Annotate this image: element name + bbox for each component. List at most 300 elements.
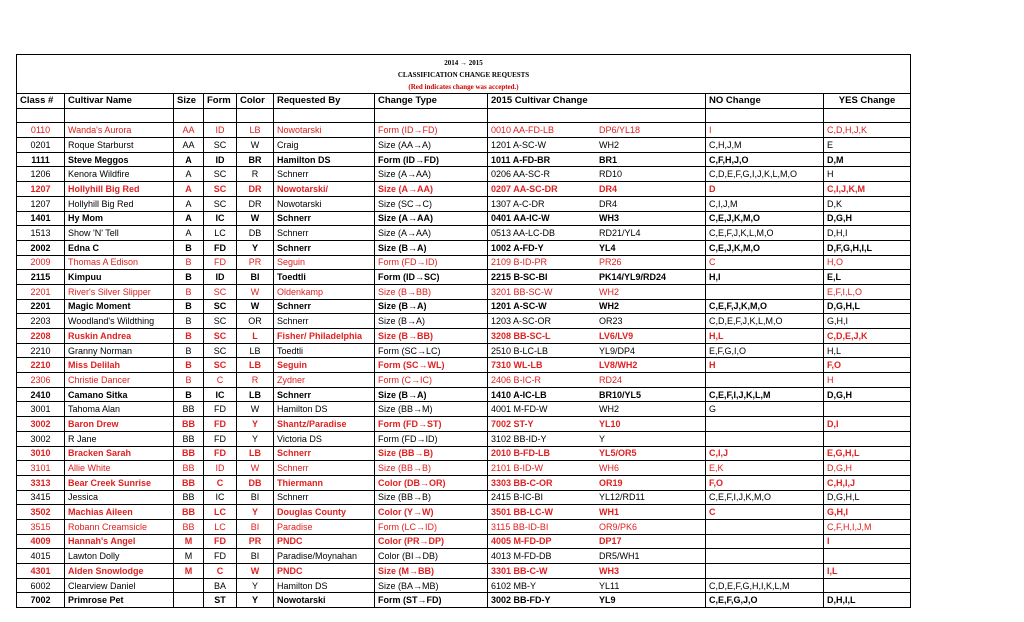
cell-yes-change: D,M [824,152,911,167]
cell-cultivar-change [488,255,706,270]
cell-requested-by: Schnerr [274,211,375,226]
cell-yes-change: D,K [824,196,911,211]
cell-cultivar-change [488,226,706,241]
cell-no-change [706,519,824,534]
new-classification: 1002 A-FD-Y [491,242,544,253]
cell-yes-change: D,G,H [824,387,911,402]
cell-change-type: Form (FD→ID) [375,255,488,270]
table-row [17,431,911,446]
cell-change-type: Size (SC→C) [375,196,488,211]
new-classification: 2510 B-LC-LB [491,345,549,356]
new-classification: 0206 AA-SC-R [491,169,551,180]
cell-size: M [174,534,204,549]
cell-yes-change [824,431,911,446]
cell-size: BB [174,446,204,461]
cell-requested-by: Nowotarski [274,123,375,138]
cell-cultivar-change [488,387,706,402]
cell-requested-by: Victoria DS [274,431,375,446]
color-code: WH2 [599,286,619,297]
cell-cultivar-name: Kimpuu [65,270,174,285]
cell-yes-change: D,F,G,H,I,L [824,240,911,255]
cell-cultivar-name: Granny Norman [65,343,174,358]
cell-cultivar-name: Woodland's Wildthing [65,314,174,329]
cell-form: ST [204,593,237,608]
new-classification: 0401 AA-IC-W [491,213,550,224]
cell-form: LC [204,505,237,520]
cell-color: LB [237,387,274,402]
cell-change-type: Form (SC→WL) [375,358,488,373]
new-classification: 3301 BB-C-W [491,565,548,576]
cell-cultivar-name: Baron Drew [65,417,174,432]
cell-form: FD [204,534,237,549]
color-code: DP17 [599,536,622,547]
cell-change-type: Size (BB→B) [375,461,488,476]
new-classification: 3208 BB-SC-L [491,330,551,341]
cell-size: BB [174,505,204,520]
cell-requested-by: Oldenkamp [274,284,375,299]
cell-class-number: 3002 [17,417,65,432]
cell-cultivar-change [488,211,706,226]
cell-cultivar-name: Robann Creamsicle [65,519,174,534]
cell-size: M [174,564,204,579]
cell-change-type: Form (ID→FD) [375,123,488,138]
cell-cultivar-name: Hollyhill Big Red [65,196,174,211]
cell-cultivar-change [488,152,706,167]
new-classification: 3115 BB-ID-BI [491,521,549,532]
cell-change-type: Form (FD→ST) [375,417,488,432]
cell-form: SC [204,182,237,197]
cell-cultivar-name: Christie Dancer [65,373,174,388]
cell-size: A [174,182,204,197]
cell-color: W [237,138,274,153]
color-code: BR10/YL5 [599,389,642,400]
cell-change-type: Size (A→AA) [375,182,488,197]
cell-class-number: 2203 [17,314,65,329]
cell-color: R [237,373,274,388]
cell-no-change: C,D,E,F,G,I,J,K,L,M,O [706,167,824,182]
new-classification: 3201 BB-SC-W [491,286,553,297]
cell-requested-by: Hamilton DS [274,578,375,593]
cell-color: W [237,211,274,226]
cell-no-change: H [706,358,824,373]
header-change-type: Change Type [375,94,488,109]
cell-form: FD [204,417,237,432]
cell-form: SC [204,299,237,314]
color-code: OR23 [599,316,623,327]
cell-no-change: H,L [706,329,824,344]
color-code: WH6 [599,463,619,474]
cell-no-change: C,E,F,G,J,O [706,593,824,608]
cell-cultivar-name: Miss Delilah [65,358,174,373]
table-row [17,475,911,490]
cell-color: LB [237,123,274,138]
new-classification: 6102 MB-Y [491,580,537,591]
cell-color: DB [237,226,274,241]
cell-color: W [237,284,274,299]
new-classification: 3303 BB-C-OR [491,477,553,488]
cell-class-number: 7002 [17,593,65,608]
cell-cultivar-change [488,314,706,329]
table-row [17,343,911,358]
table-row [17,211,911,226]
color-code: YL5/OR5 [599,448,637,459]
cell-class-number: 2201 [17,299,65,314]
cell-form: ID [204,123,237,138]
cell-change-type: Size (B→A) [375,299,488,314]
table-row [17,402,911,417]
cell-cultivar-change [488,461,706,476]
cell-yes-change: H [824,373,911,388]
cell-class-number: 3101 [17,461,65,476]
cell-size: B [174,343,204,358]
header-form: Form [204,94,237,109]
cell-color: BI [237,270,274,285]
header-cultivar-change: 2015 Cultivar Change [488,94,706,109]
cell-change-type: Color (PR→DP) [375,534,488,549]
cell-no-change: C,E,F,J,K,L,M,O [706,226,824,241]
cell-color: Y [237,593,274,608]
cell-color: LB [237,358,274,373]
cell-cultivar-name: Hollyhill Big Red [65,182,174,197]
cell-change-type: Form (C→IC) [375,373,488,388]
cell-class-number: 2210 [17,343,65,358]
table-row [17,167,911,182]
cell-requested-by: Shantz/Paradise [274,417,375,432]
cell-requested-by: Paradise/Moynahan [274,549,375,564]
cell-yes-change: D,G,H [824,461,911,476]
cell-size: BB [174,461,204,476]
cell-cultivar-change [488,490,706,505]
cell-size: B [174,314,204,329]
cell-class-number: 4015 [17,549,65,564]
color-code: LV8/WH2 [599,360,638,371]
color-code: WH1 [599,507,619,518]
cell-requested-by: Paradise [274,519,375,534]
cell-cultivar-change [488,446,706,461]
cell-cultivar-change [488,284,706,299]
cell-class-number: 3515 [17,519,65,534]
cell-class-number: 0201 [17,138,65,153]
cell-cultivar-change [488,123,706,138]
cell-requested-by: Schnerr [274,461,375,476]
new-classification: 3002 BB-FD-Y [491,595,551,606]
cell-class-number: 3313 [17,475,65,490]
cell-requested-by: Schnerr [274,387,375,402]
cell-cultivar-name: Jessica [65,490,174,505]
cell-yes-change: I,L [824,564,911,579]
table-row [17,387,911,402]
cell-size: A [174,226,204,241]
table-row [17,255,911,270]
color-code: YL11 [599,580,620,591]
cell-requested-by: Schnerr [274,226,375,241]
cell-class-number: 1111 [17,152,65,167]
cell-cultivar-change [488,505,706,520]
cell-cultivar-change [488,167,706,182]
cell-size: BB [174,431,204,446]
cell-class-number: 2306 [17,373,65,388]
cell-color: Y [237,505,274,520]
cell-requested-by: Nowotarski/ [274,182,375,197]
cell-class-number: 4301 [17,564,65,579]
cell-size [174,593,204,608]
color-code: BR1 [599,154,618,165]
table-row [17,299,911,314]
cell-size: B [174,329,204,344]
cell-color: W [237,299,274,314]
cell-yes-change [824,549,911,564]
cell-no-change: C,D,E,F,G,H,I,K,L,M [706,578,824,593]
color-code: PR26 [599,257,622,268]
cell-cultivar-name: Camano Sitka [65,387,174,402]
cell-cultivar-change [488,519,706,534]
cell-size: A [174,167,204,182]
cell-requested-by: PNDC [274,564,375,579]
cell-requested-by: PNDC [274,534,375,549]
header-requested-by: Requested By [274,94,375,109]
table-row [17,564,911,579]
cell-requested-by: Hamilton DS [274,402,375,417]
cell-color: PR [237,534,274,549]
cell-change-type: Form (LC→ID) [375,519,488,534]
cell-size: B [174,358,204,373]
cell-no-change [706,564,824,579]
color-code: YL9/DP4 [599,345,636,356]
title-heading: CLASSIFICATION CHANGE REQUESTS [397,71,530,79]
cell-cultivar-name: Ruskin Andrea [65,329,174,344]
cell-yes-change: D,H,I [824,226,911,241]
cell-size: B [174,387,204,402]
cell-no-change: C [706,255,824,270]
cell-no-change: E,K [706,461,824,476]
cell-color: PR [237,255,274,270]
cell-change-type: Size (B→A) [375,387,488,402]
cell-yes-change: D,G,H,L [824,299,911,314]
new-classification: 2215 B-SC-BI [491,272,548,283]
table-title [17,55,911,94]
cell-cultivar-change [488,329,706,344]
cell-requested-by: Schnerr [274,314,375,329]
cell-form: C [204,475,237,490]
cell-no-change: F,O [706,475,824,490]
color-code: YL10 [599,418,621,429]
cell-form: SC [204,314,237,329]
cell-color: W [237,402,274,417]
cell-no-change: C,E,J,K,M,O [706,211,824,226]
cell-class-number: 2009 [17,255,65,270]
cell-size: B [174,284,204,299]
cell-no-change [706,373,824,388]
cell-cultivar-change [488,564,706,579]
cell-no-change: C,E,J,K,M,O [706,240,824,255]
cell-form: SC [204,329,237,344]
cell-yes-change: E,G,H,L [824,446,911,461]
color-code: YL4 [599,242,616,253]
cell-size: BB [174,417,204,432]
cell-form: SC [204,284,237,299]
cell-cultivar-change [488,343,706,358]
cell-form: BA [204,578,237,593]
cell-color: Y [237,578,274,593]
table-body [17,123,911,608]
title-years: 2014 → 2015 [444,59,483,67]
cell-yes-change: C,I,J,K,M [824,182,911,197]
new-classification: 2010 B-FD-LB [491,448,551,459]
table-row [17,593,911,608]
cell-color: W [237,461,274,476]
cell-cultivar-name: Hannah's Angel [65,534,174,549]
table-row [17,314,911,329]
cell-color: DR [237,196,274,211]
cell-cultivar-name: Show 'N' Tell [65,226,174,241]
cell-requested-by: Schnerr [274,240,375,255]
new-classification: 1201 A-SC-W [491,139,547,150]
cell-no-change: C,I,J [706,446,824,461]
cell-yes-change: D,I [824,417,911,432]
table-row [17,152,911,167]
cell-cultivar-name: Bracken Sarah [65,446,174,461]
color-code: WH3 [599,565,619,576]
cell-color: BI [237,490,274,505]
header-row [17,94,911,109]
color-code: DP6/YL18 [599,125,641,136]
cell-change-type: Size (B→A) [375,314,488,329]
cell-form: SC [204,343,237,358]
new-classification: 2406 B-IC-R [491,374,542,385]
new-classification: 0513 AA-LC-DB [491,228,556,239]
table-row [17,534,911,549]
cell-change-type: Size (BB→M) [375,402,488,417]
cell-no-change: H,I [706,270,824,285]
cell-yes-change: H [824,167,911,182]
color-code: OR9/PK6 [599,521,638,532]
cell-size: BB [174,519,204,534]
cell-cultivar-name: Bear Creek Sunrise [65,475,174,490]
cell-class-number: 1206 [17,167,65,182]
color-code: Y [599,433,606,444]
cell-requested-by: Thiermann [274,475,375,490]
cell-class-number: 2002 [17,240,65,255]
cell-form: SC [204,358,237,373]
cell-color: BI [237,519,274,534]
cell-no-change: C,E,F,J,K,M,O [706,299,824,314]
cell-no-change [706,284,824,299]
cell-size: M [174,549,204,564]
cell-size: A [174,196,204,211]
cell-form: IC [204,387,237,402]
cell-cultivar-name: Magic Moment [65,299,174,314]
classification-table [16,54,911,608]
cell-yes-change: G,H,I [824,314,911,329]
cell-requested-by: Craig [274,138,375,153]
cell-cultivar-name: Allie White [65,461,174,476]
cell-color: Y [237,417,274,432]
cell-requested-by: Seguin [274,358,375,373]
cell-form: SC [204,138,237,153]
cell-requested-by: Fisher/ Philadelphia [274,329,375,344]
cell-form: LC [204,519,237,534]
cell-cultivar-change [488,417,706,432]
cell-yes-change: H,L [824,343,911,358]
cell-form: C [204,373,237,388]
color-code: RD24 [599,374,623,385]
new-classification: 1201 A-SC-W [491,301,547,312]
cell-change-type: Form (ST→FD) [375,593,488,608]
cell-yes-change: C,D,E,J,K [824,329,911,344]
header-no-change: NO Change [706,94,824,109]
cell-class-number: 3502 [17,505,65,520]
cell-cultivar-name: Alden Snowlodge [65,564,174,579]
cell-no-change [706,417,824,432]
color-code: DR4 [599,198,618,209]
table-row [17,549,911,564]
cell-cultivar-change [488,534,706,549]
cell-no-change: C,H,J,M [706,138,824,153]
table-row [17,461,911,476]
cell-cultivar-change [488,240,706,255]
cell-change-type: Form (FD→ID) [375,431,488,446]
cell-change-type: Size (A→AA) [375,226,488,241]
cell-no-change [706,431,824,446]
cell-no-change: I [706,123,824,138]
cell-change-type: Size (B→BB) [375,284,488,299]
cell-requested-by: Toedtli [274,343,375,358]
spacer-row [17,108,911,123]
cell-cultivar-name: Lawton Dolly [65,549,174,564]
table-row [17,578,911,593]
cell-no-change: D [706,182,824,197]
cell-yes-change: C,D,H,J,K [824,123,911,138]
cell-cultivar-change [488,358,706,373]
cell-size: B [174,299,204,314]
cell-form: SC [204,196,237,211]
cell-yes-change: E,F,I,L,O [824,284,911,299]
cell-form: FD [204,549,237,564]
cell-no-change [706,534,824,549]
cell-cultivar-change [488,431,706,446]
table-row [17,358,911,373]
cell-cultivar-name: R Jane [65,431,174,446]
color-code: DR5/WH1 [599,551,640,562]
cell-form: C [204,564,237,579]
cell-size: A [174,211,204,226]
cell-cultivar-change [488,182,706,197]
cell-cultivar-name: Tahoma Alan [65,402,174,417]
cell-change-type: Color (DB→OR) [375,475,488,490]
cell-color: W [237,564,274,579]
header-cultivar-name: Cultivar Name [65,94,174,109]
cell-class-number: 2210 [17,358,65,373]
cell-cultivar-name: Kenora Wildfire [65,167,174,182]
cell-color: LB [237,343,274,358]
color-code: LV6/LV9 [599,330,634,341]
table-row [17,123,911,138]
cell-form: FD [204,431,237,446]
new-classification: 1011 A-FD-BR [491,154,551,165]
header-size: Size [174,94,204,109]
cell-color: L [237,329,274,344]
color-code: PK14/YL9/RD24 [599,272,667,283]
cell-form: LC [204,226,237,241]
cell-cultivar-name: Steve Meggos [65,152,174,167]
cell-cultivar-name: Clearview Daniel [65,578,174,593]
cell-class-number: 3002 [17,431,65,446]
cell-size [174,578,204,593]
color-code: OR19 [599,477,623,488]
cell-cultivar-change [488,402,706,417]
cell-size: B [174,373,204,388]
cell-no-change: E,F,G,I,O [706,343,824,358]
